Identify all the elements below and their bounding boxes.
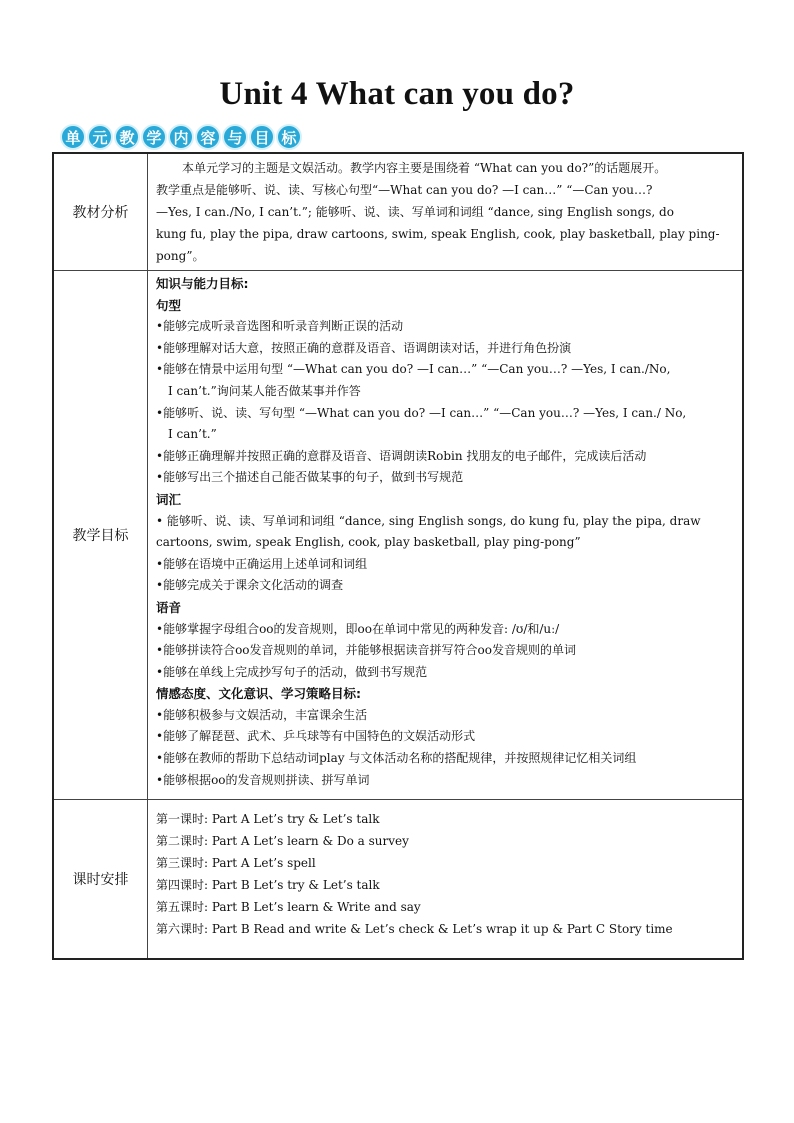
goals-content — [148, 271, 744, 800]
analysis-line: 教学重点是能够听、说、读、写核心句型“—What can you do? —I can…” “—Can you…? — [156, 183, 653, 197]
row-label-goals: 教学目标 — [53, 271, 148, 800]
schedule-item: 第三课时: Part A Let’s spell — [156, 856, 316, 870]
goal-item: •能够在单线上完成抄写句子的活动，做到书写规范 — [156, 664, 428, 679]
table-row — [53, 153, 743, 271]
schedule-item: 第四课时: Part B Let’s try & Let’s talk — [156, 878, 380, 892]
table-row — [53, 271, 743, 800]
banner-char: 元 — [87, 124, 113, 150]
section-banner — [60, 124, 302, 150]
goal-item: •能够积极参与文娱活动，丰富课余生活 — [156, 707, 368, 722]
teaching-plan-table — [52, 152, 744, 960]
goal-item: •能够拼读符合oo发音规则的单词，并能够根据读音拼写符合oo发音规则的单词 — [156, 643, 576, 658]
analysis-line: 本单元学习的主题是文娱活动。教学内容主要是围绕着 “What can you do?”的话题展开。 — [182, 161, 667, 175]
goal-item: •能够写出三个描述自己能否做某事的句子，做到书写规范 — [156, 470, 464, 485]
schedule-item: 第一课时: Part A Let’s try & Let’s talk — [156, 812, 380, 826]
analysis-line: —Yes, I can./No, I can’t.”; 能够听、说、读、写单词和词组 “dance, sing English songs, do — [156, 205, 674, 219]
analysis-line: kung fu, play the pipa, draw cartoons, swim, speak English, cook, play basketball, play ping-pong”。 — [156, 227, 720, 263]
goal-heading: 知识与能力目标: — [156, 276, 249, 291]
table-row — [53, 800, 743, 960]
row-label-schedule: 课时安排 — [53, 800, 148, 960]
goal-item: •能够在语境中正确运用上述单词和词组 — [156, 556, 368, 571]
goal-item: •能够在教师的帮助下总结动词play 与文体活动名称的搭配规律，并按照规律记忆相关词组 — [156, 751, 637, 766]
row-label-analysis: 教材分析 — [53, 153, 148, 271]
goal-item: • 能够听、说、读、写单词和词组 “dance, sing English songs, do kung fu, play the pipa, draw — [156, 513, 701, 528]
goal-item: •能够理解对话大意，按照正确的意群及语音、语调朗读对话，并进行角色扮演 — [156, 340, 572, 355]
banner-char: 标 — [276, 124, 302, 150]
goal-item: •能够根据oo的发音规则拼读、拼写单词 — [156, 772, 370, 787]
goal-item: •能够听、说、读、写句型 “—What can you do? —I can…” “—Can you…? —Yes, I can./ No, — [156, 405, 687, 420]
banner-char: 学 — [141, 124, 167, 150]
schedule-item: 第二课时: Part A Let’s learn & Do a survey — [156, 834, 409, 848]
goal-subheading: 词汇 — [156, 491, 182, 507]
goal-subheading: 语音 — [156, 599, 182, 615]
banner-char: 与 — [222, 124, 248, 150]
goal-item-cont: I can’t.” — [168, 427, 217, 442]
banner-char: 单 — [60, 124, 86, 150]
goal-item: •能够完成关于课余文化活动的调查 — [156, 578, 344, 593]
goal-item-cont: cartoons, swim, speak English, cook, play basketball, play ping-pong” — [156, 535, 581, 550]
goal-item: •能够了解琵琶、武术、乒乓球等有中国特色的文娱活动形式 — [156, 729, 476, 744]
banner-char: 教 — [114, 124, 140, 150]
goal-item-cont: I can’t.”询问某人能否做某事并作答 — [168, 383, 361, 398]
banner-char: 目 — [249, 124, 275, 150]
banner-char: 内 — [168, 124, 194, 150]
goal-item: •能够在情景中运用句型 “—What can you do? —I can…” “—Can you…? —Yes, I can./No, — [156, 362, 671, 377]
schedule-item: 第五课时: Part B Let’s learn & Write and say — [156, 900, 421, 914]
schedule-item: 第六课时: Part B Read and write & Let’s check & Let’s wrap it up & Part C Story time — [156, 922, 673, 936]
page-title: Unit 4 What can you do? — [219, 76, 575, 112]
banner-char: 容 — [195, 124, 221, 150]
goal-item: •能够正确理解并按照正确的意群及语音、语调朗读Robin 找朋友的电子邮件，完成读后活动 — [156, 448, 647, 463]
goal-item: •能够掌握字母组合oo的发音规则，即oo在单词中常见的两种发音: /ʊ/和/uː/ — [156, 621, 560, 636]
goal-subheading: 句型 — [156, 297, 182, 313]
goal-heading: 情感态度、文化意识、学习策略目标: — [156, 686, 361, 702]
schedule-content — [148, 800, 744, 960]
goal-item: •能够完成听录音选图和听录音判断正误的活动 — [156, 319, 404, 334]
analysis-content — [148, 153, 744, 271]
